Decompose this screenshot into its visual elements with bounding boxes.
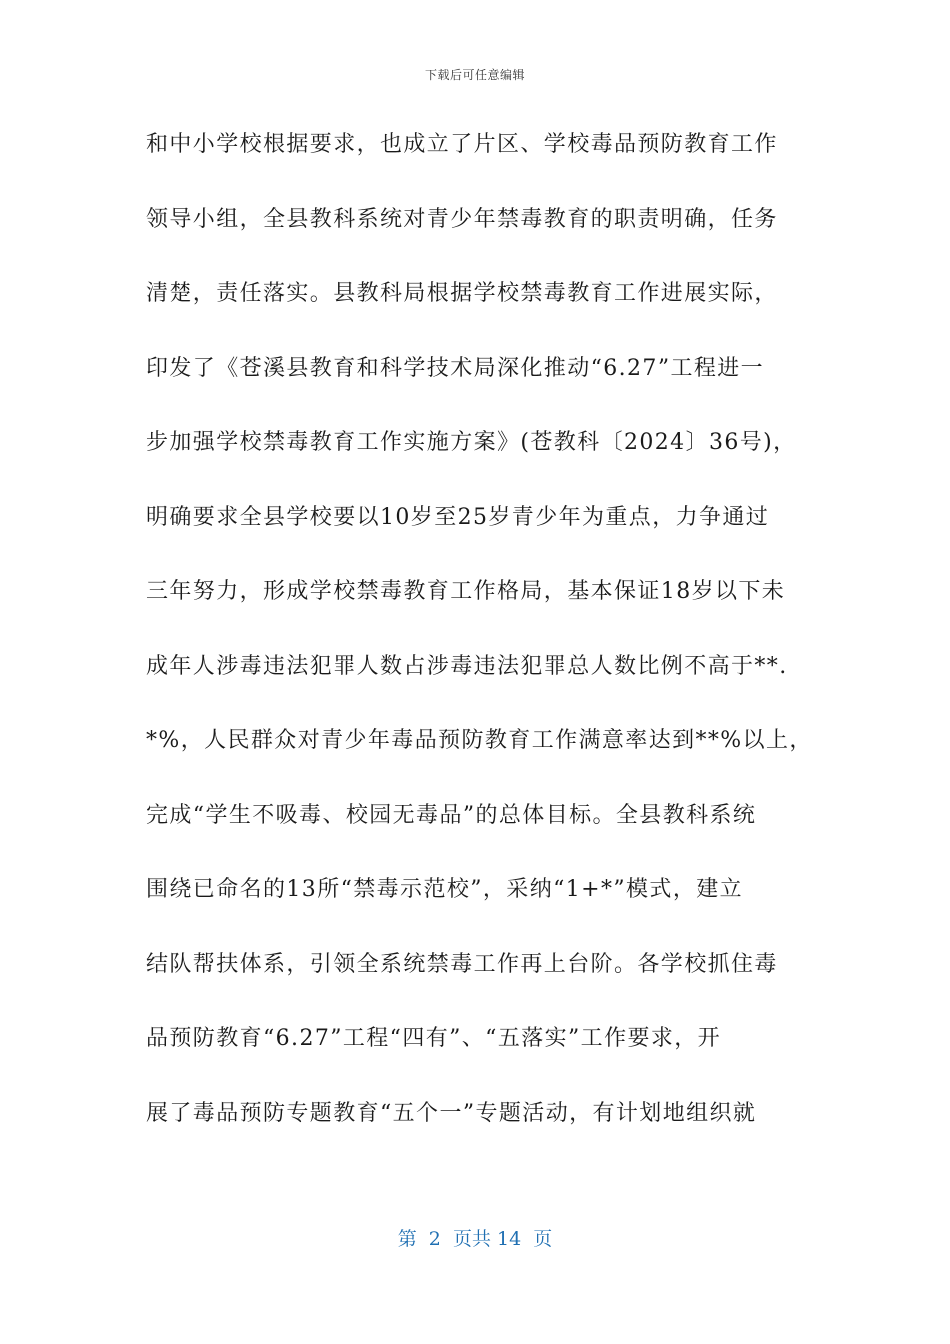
paragraph-line: 品预防教育“6.27”工程“四有”、“五落实”工作要求，开 [146,1026,722,1051]
paragraph-line: 印发了《苍溪县教育和科学技术局深化推动“6.27”工程进一 [146,355,765,381]
paragraph-line: 清楚，责任落实。县教科局根据学校禁毒教育工作进展实际， [146,281,778,306]
paragraph-line: 成年人涉毒违法犯罪人数占涉毒违法犯罪总人数比例不高于**. [146,653,788,679]
paragraph-line: 展了毒品预防专题教育“五个一”专题活动，有计划地组织就 [146,1100,757,1126]
body-paragraph [146,108,813,1151]
header-note: 下载后可任意编辑 [424,68,525,82]
paragraph-line: 结队帮扶体系，引领全系统禁毒工作再上台阶。各学校抓住毒 [146,951,778,977]
paragraph-line: 明确要求全县学校要以10岁至25岁青少年为重点，力争通过 [146,504,770,530]
paragraph-line: 围绕已命名的13所“禁毒示范校”，采纳“1+*”模式，建立 [146,877,744,902]
paragraph-line: 和中小学校根据要求，也成立了片区、学校毒品预防教育工作 [146,132,778,157]
paragraph-line: 领导小组，全县教科系统对青少年禁毒教育的职责明确，任务 [146,206,778,232]
paragraph-line: *%，人民群众对青少年毒品预防教育工作满意率达到**%以上， [146,728,813,753]
paragraph-line: 步加强学校禁毒教育工作实施方案》(苍教科〔2024〕36号)， [146,430,797,455]
paragraph-line: 三年努力，形成学校禁毒教育工作格局，基本保证18岁以下未 [146,579,786,604]
page-number-footer: 第 2 页共 14 页 [397,1228,553,1250]
paragraph-line: 完成“学生不吸毒、校园无毒品”的总体目标。全县教科系统 [146,802,757,828]
